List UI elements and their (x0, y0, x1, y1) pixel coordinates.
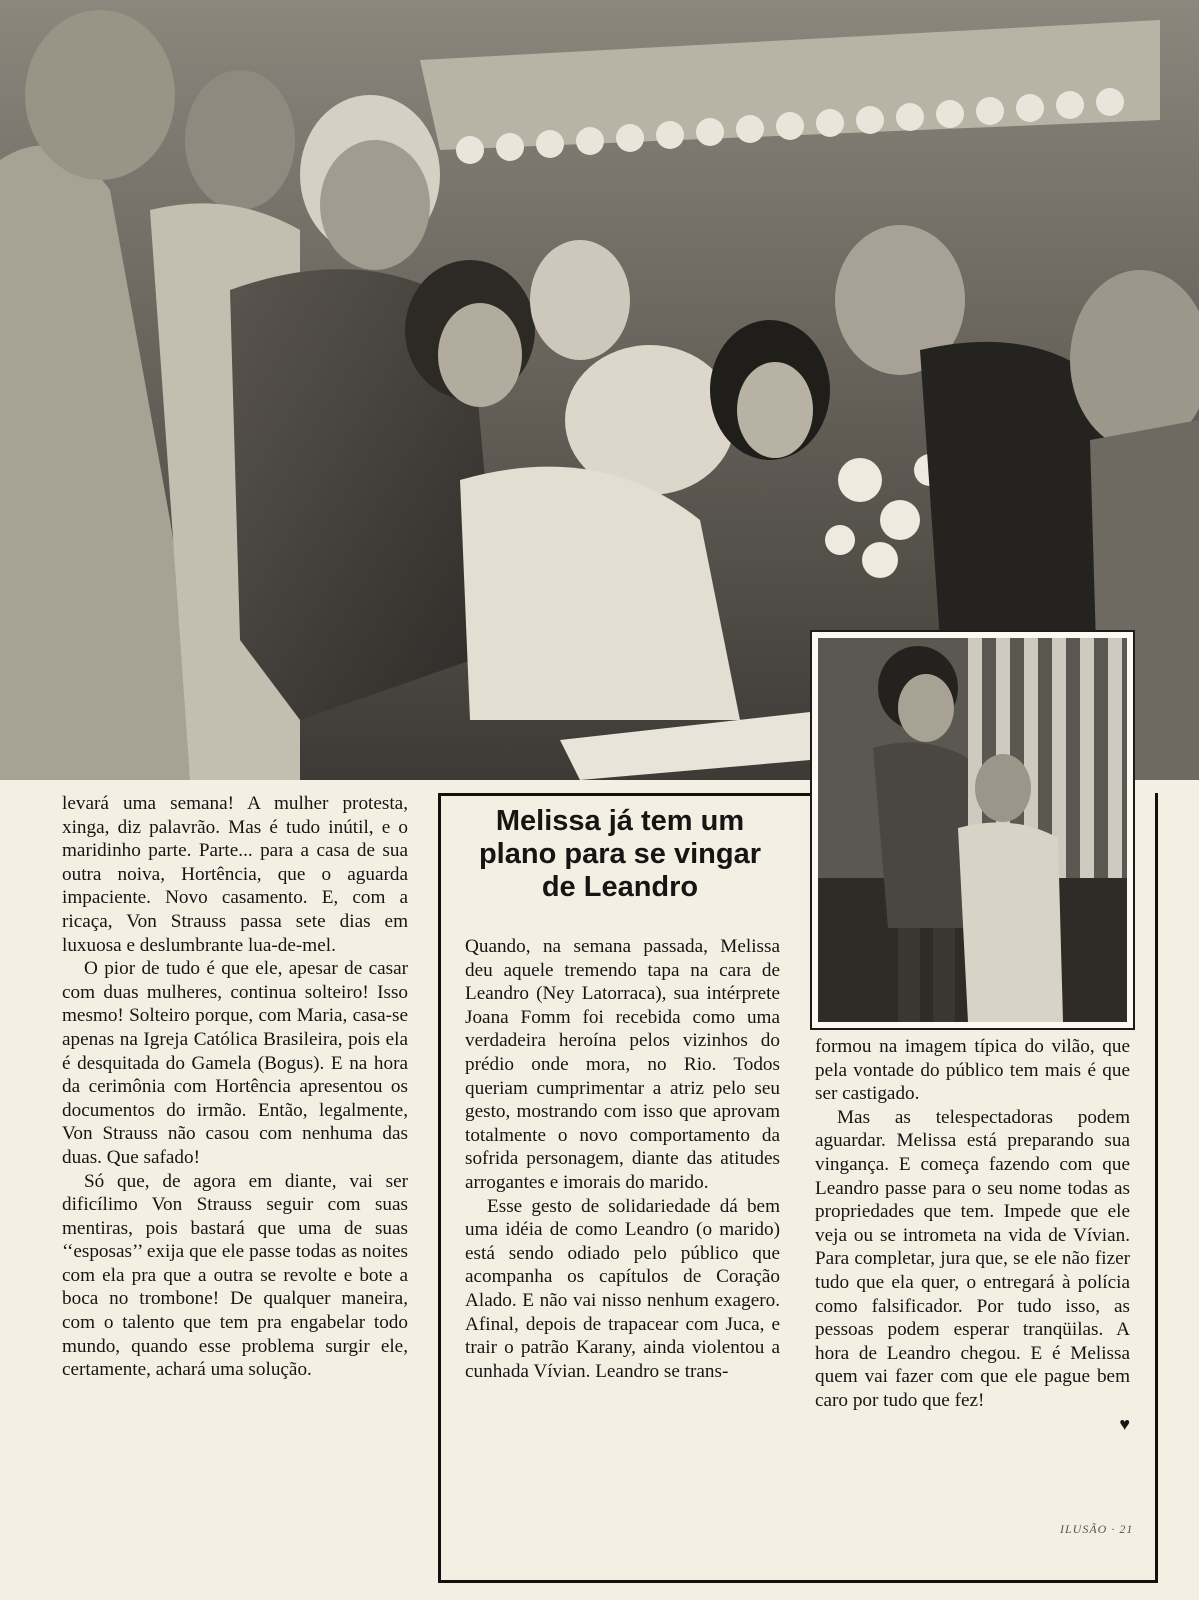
box-top-rule (438, 793, 810, 796)
story-headline: Melissa já tem um plano para se vingar de Leandro (478, 805, 762, 903)
paragraph: O pior de tudo é que ele, apesar de casar com duas mulheres, continua solteiro! Isso mesmo! Solteiro porque, com Maria, casa-se apenas na Igreja Católica Brasileira, pois ela é desquitada do Gamela (Bogus). E na hora da cerimônia com Hortência apresentou os documentos do irmão. Então, legalmente, Von Strauss não casou com nenhuma das duas. Que safado! (62, 958, 408, 1168)
page-folio: ILUSÃO · 21 (1060, 1522, 1134, 1536)
paragraph: formou na imagem típica do vilão, que pela vontade do público tem mais é que ser castigado. (815, 1036, 1130, 1105)
paragraph: Esse gesto de solidariedade dá bem uma idéia de como Leandro (o marido) está sendo odiado pelo público que acompanha os capítulos de Coração Alado. E não vai nisso nenhum exagero. Afinal, depois de trapacear com Juca, e trair o patrão Karany, ainda violentou a cunhada Vívian. Leandro se trans- (465, 1195, 780, 1382)
paragraph: Quando, na semana passada, Melissa deu aquele tremendo tapa na cara de Leandro (Ney Latorraca), sua intérprete Joana Fomm foi recebida como uma verdadeira heroína pelos vizinhos do prédio onde mora, no Rio. Todos queriam cumprimentar a atriz pelo seu gesto, mostrando com isso que aprovam totalmente o novo comportamento da sofrida personagem, diante das atitudes arrogantes e imorais do marido. (465, 936, 780, 1193)
paragraph: Mas as telespectadoras podem aguardar. Melissa está preparando sua vingança. E começa fazendo com que Leandro passe para o seu nome todas as propriedades que tem. Impede que ele veja ou se intrometa na vida de Vívian. Para completar, jura que, se ele não fizer tudo que ela quer, o entregará à polícia como falsificador. Por tudo isso, as pessoas podem esperar tranqüilas. A hora de Leandro chegou. E é Melissa quem vai fazer com que ele pague bem caro por tudo que fez! (815, 1106, 1130, 1411)
story-middle-column (465, 935, 780, 1383)
left-column (62, 792, 408, 1382)
paragraph: levará uma semana! A mulher protesta, xinga, diz palavrão. Mas é tudo inútil, e o maridinho parte. Parte... para a casa de sua outra noiva, Hortência, que o aguarda impaciente. Novo casamento. E, com a ricaça, Von Strauss passa sete dias em luxuosa e deslumbrante lua-de-mel. (62, 793, 408, 956)
heart-icon: ♥ (1119, 1413, 1130, 1434)
story-right-column (815, 1035, 1130, 1436)
paragraph: Só que, de agora em diante, vai ser dificílimo Von Strauss seguir com suas mentiras, pois bastará que uma de suas ‘‘esposas’’ exija que ele passe todas as noites com ela pra que a outra se revolte e bote a boca no trombone! De qualquer maneira, com o talento que tem pra engabelar todo mundo, quando esse problema surgir ele, certamente, achará uma solução. (62, 1170, 408, 1381)
